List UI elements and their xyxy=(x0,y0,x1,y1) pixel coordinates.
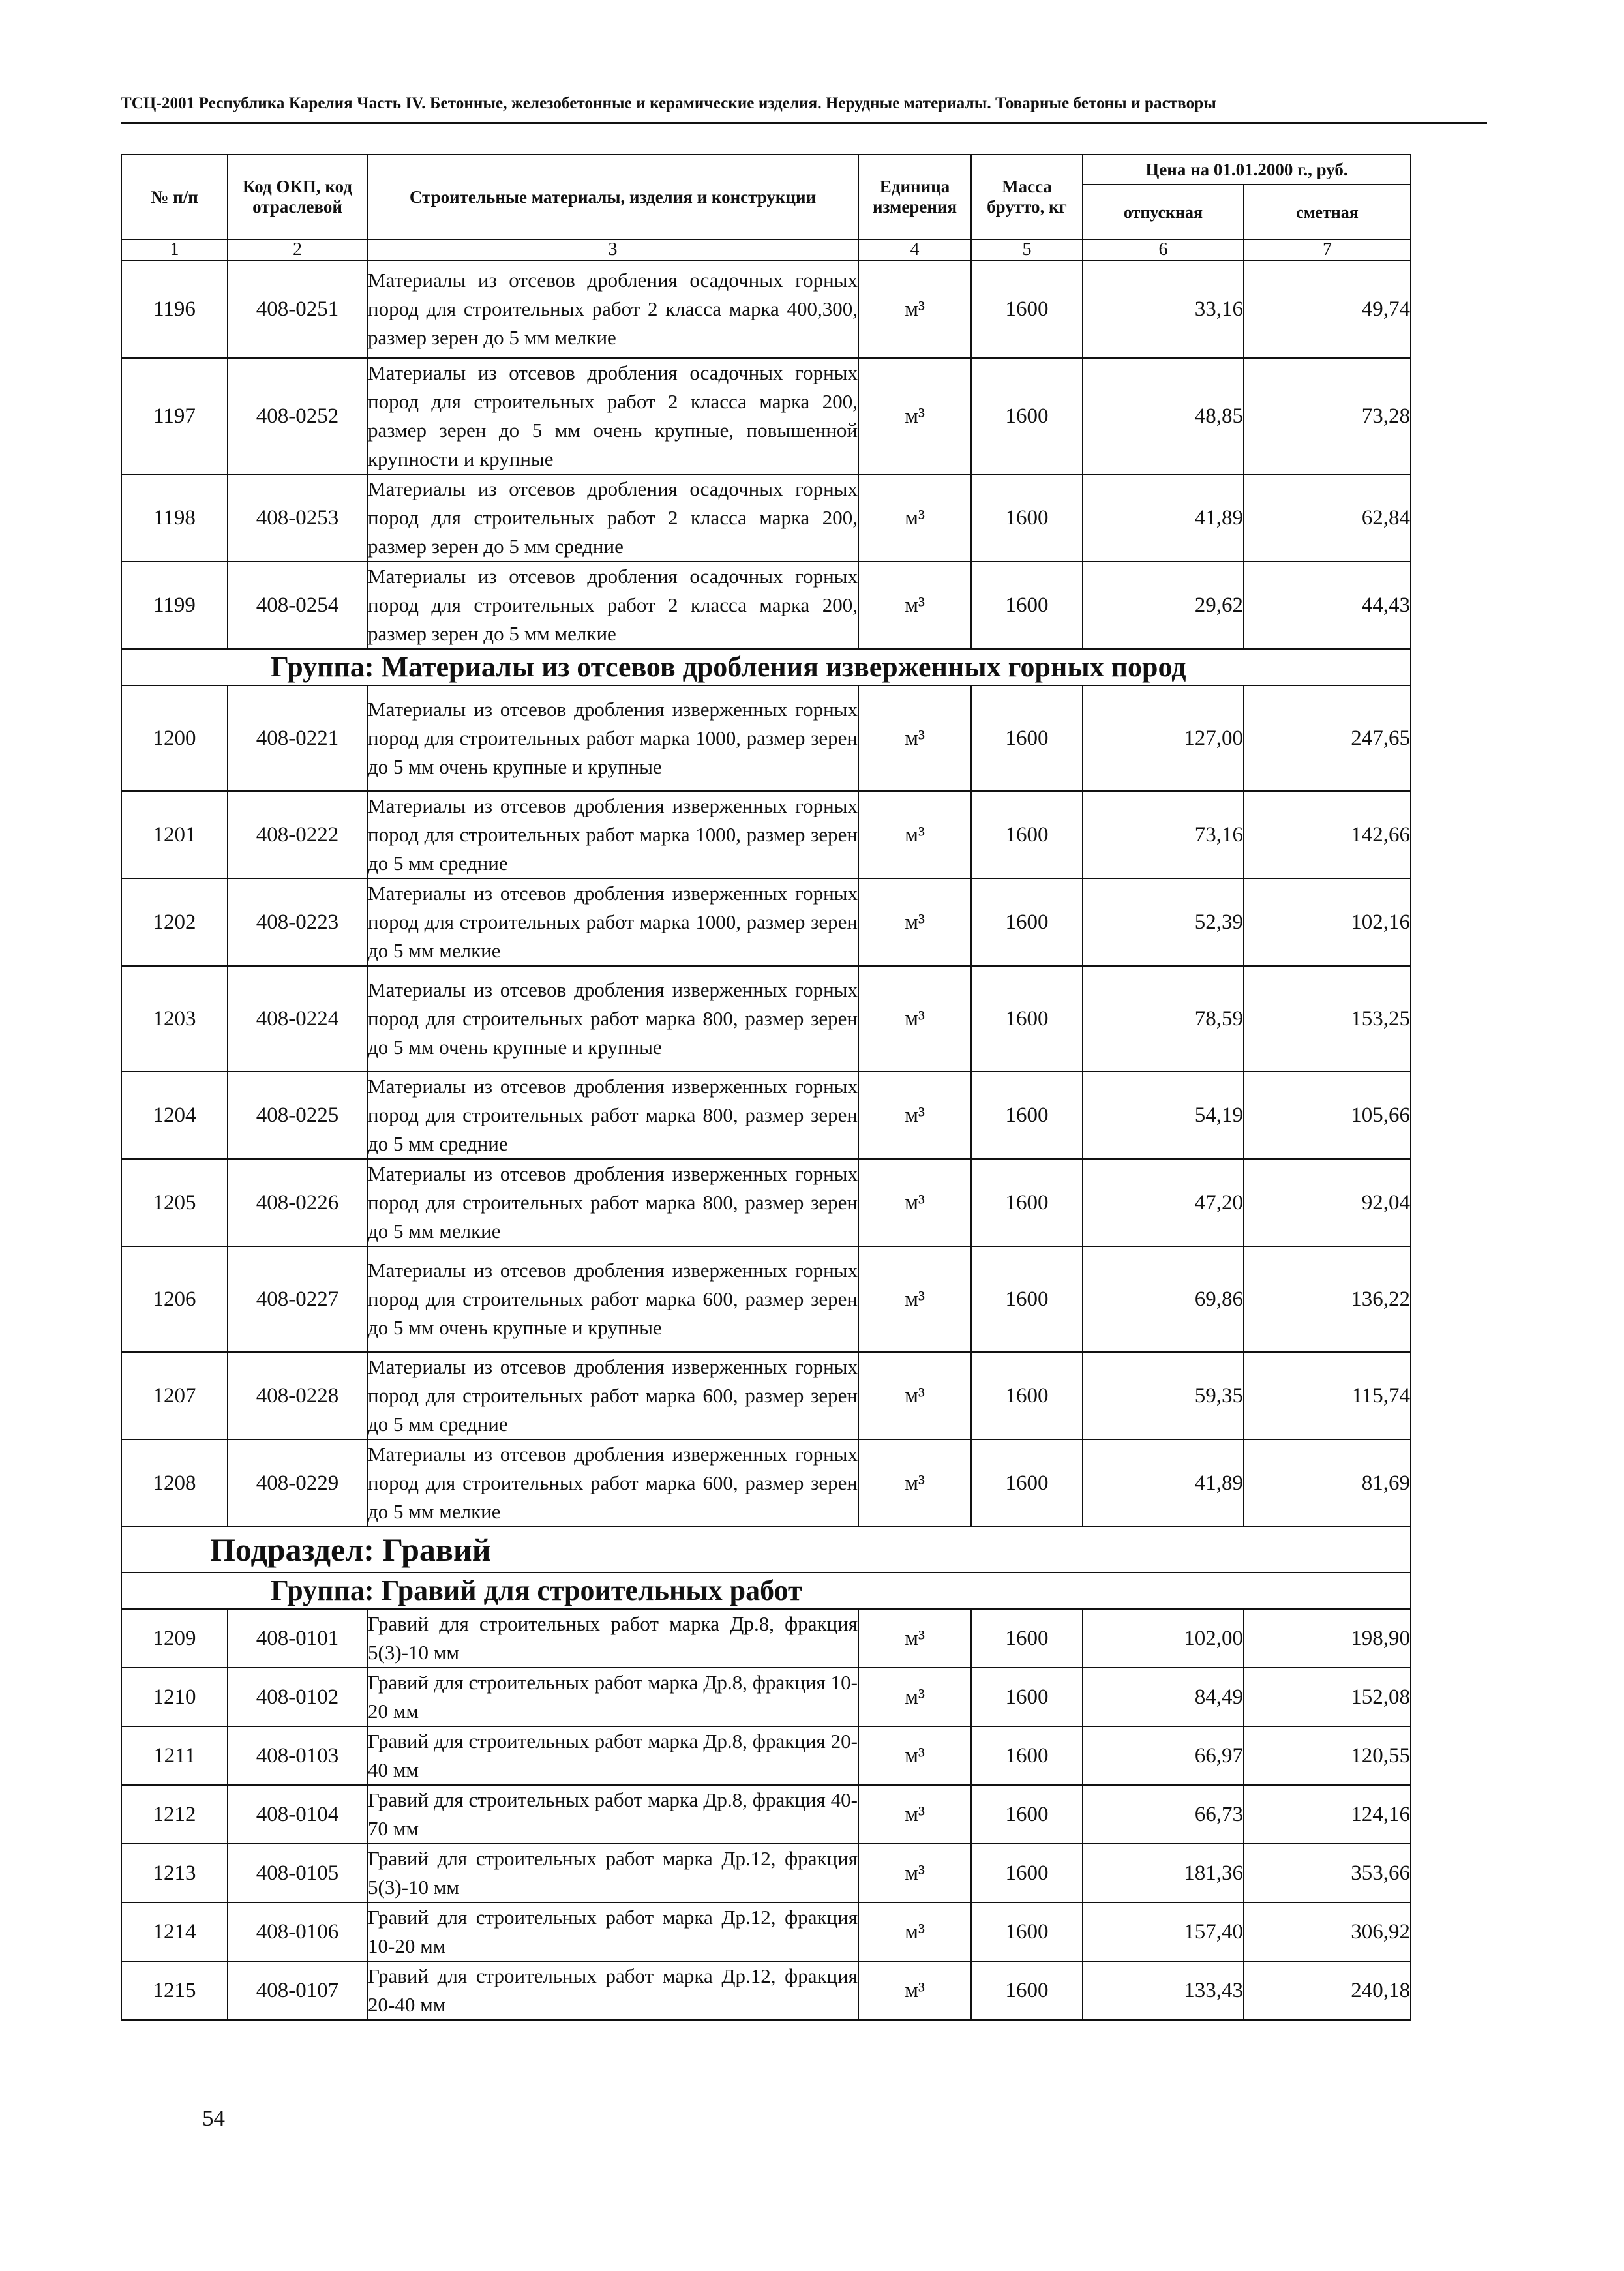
estimate-price-cell: 62,84 xyxy=(1244,474,1411,562)
release-price-cell: 41,89 xyxy=(1083,1439,1244,1527)
row-number-cell: 1201 xyxy=(121,791,228,879)
code-cell: 408-0222 xyxy=(228,791,367,879)
estimate-price-cell: 306,92 xyxy=(1244,1903,1411,1961)
release-price-cell: 54,19 xyxy=(1083,1072,1244,1159)
estimate-price-cell: 198,90 xyxy=(1244,1609,1411,1668)
table-row xyxy=(121,1961,1411,2020)
material-name-cell: Гравий для строительных работ марка Др.8, фракция 5(3)-10 мм xyxy=(367,1609,858,1668)
material-name-cell: Материалы из отсевов дробления изверженных горных пород для строительных работ марка 800, размер зерен до 5 мм средние xyxy=(367,1072,858,1159)
table-row xyxy=(121,474,1411,562)
release-price-cell: 59,35 xyxy=(1083,1352,1244,1439)
mass-cell: 1600 xyxy=(971,474,1083,562)
release-price-cell: 78,59 xyxy=(1083,966,1244,1072)
unit-cell: м³ xyxy=(858,260,971,358)
code-cell: 408-0102 xyxy=(228,1668,367,1726)
mass-cell: 1600 xyxy=(971,358,1083,474)
mass-cell: 1600 xyxy=(971,1726,1083,1785)
row-number-cell: 1209 xyxy=(121,1609,228,1668)
unit-cell: м³ xyxy=(858,1726,971,1785)
material-name-cell: Гравий для строительных работ марка Др.12, фракция 5(3)-10 мм xyxy=(367,1844,858,1903)
release-price-cell: 84,49 xyxy=(1083,1668,1244,1726)
group-row xyxy=(121,1572,1411,1609)
unit-cell: м³ xyxy=(858,1439,971,1527)
mass-cell: 1600 xyxy=(971,1609,1083,1668)
release-price-cell: 33,16 xyxy=(1083,260,1244,358)
col-header-mass: Масса брутто, кг xyxy=(971,155,1083,239)
unit-cell: м³ xyxy=(858,474,971,562)
estimate-price-cell: 49,74 xyxy=(1244,260,1411,358)
material-name-cell: Материалы из отсевов дробления осадочных горных пород для строительных работ 2 класса марка 200, размер зерен до 5 мм средние xyxy=(367,474,858,562)
estimate-price-cell: 124,16 xyxy=(1244,1785,1411,1844)
material-name-cell: Гравий для строительных работ марка Др.12, фракция 20-40 мм xyxy=(367,1961,858,2020)
mass-cell: 1600 xyxy=(971,1352,1083,1439)
table-row xyxy=(121,1903,1411,1961)
mass-cell: 1600 xyxy=(971,1844,1083,1903)
table-body xyxy=(121,260,1411,2020)
mass-cell: 1600 xyxy=(971,1785,1083,1844)
unit-cell: м³ xyxy=(858,1159,971,1246)
table-row xyxy=(121,1668,1411,1726)
table-row xyxy=(121,260,1411,358)
row-number-cell: 1212 xyxy=(121,1785,228,1844)
material-name-cell: Материалы из отсевов дробления изверженных горных пород для строительных работ марка 800, размер зерен до 5 мм мелкие xyxy=(367,1159,858,1246)
code-cell: 408-0223 xyxy=(228,879,367,966)
column-index-cell: 7 xyxy=(1244,239,1411,260)
release-price-cell: 127,00 xyxy=(1083,685,1244,791)
table-row xyxy=(121,1609,1411,1668)
column-index-cell: 3 xyxy=(367,239,858,260)
material-name-cell: Гравий для строительных работ марка Др.8, фракция 10-20 мм xyxy=(367,1668,858,1726)
material-name-cell: Материалы из отсевов дробления изверженных горных пород для строительных работ марка 1000, размер зерен до 5 мм средние xyxy=(367,791,858,879)
estimate-price-cell: 247,65 xyxy=(1244,685,1411,791)
material-name-cell: Материалы из отсевов дробления изверженных горных пород для строительных работ марка 800, размер зерен до 5 мм очень крупные и крупные xyxy=(367,966,858,1072)
group-title: Группа: Гравий для строительных работ xyxy=(121,1572,1411,1609)
row-number-cell: 1205 xyxy=(121,1159,228,1246)
row-number-cell: 1196 xyxy=(121,260,228,358)
page-number: 54 xyxy=(202,2105,225,2131)
row-number-cell: 1199 xyxy=(121,562,228,649)
row-number-cell: 1203 xyxy=(121,966,228,1072)
unit-cell: м³ xyxy=(858,1668,971,1726)
table-row xyxy=(121,1785,1411,1844)
release-price-cell: 69,86 xyxy=(1083,1246,1244,1352)
unit-cell: м³ xyxy=(858,1961,971,2020)
estimate-price-cell: 115,74 xyxy=(1244,1352,1411,1439)
code-cell: 408-0103 xyxy=(228,1726,367,1785)
mass-cell: 1600 xyxy=(971,791,1083,879)
estimate-price-cell: 92,04 xyxy=(1244,1159,1411,1246)
row-number-cell: 1211 xyxy=(121,1726,228,1785)
code-cell: 408-0107 xyxy=(228,1961,367,2020)
materials-table xyxy=(121,154,1411,2021)
table-row xyxy=(121,966,1411,1072)
unit-cell: м³ xyxy=(858,1072,971,1159)
row-number-cell: 1204 xyxy=(121,1072,228,1159)
code-cell: 408-0254 xyxy=(228,562,367,649)
release-price-cell: 66,97 xyxy=(1083,1726,1244,1785)
mass-cell: 1600 xyxy=(971,1072,1083,1159)
mass-cell: 1600 xyxy=(971,562,1083,649)
row-number-cell: 1215 xyxy=(121,1961,228,2020)
material-name-cell: Материалы из отсевов дробления изверженных горных пород для строительных работ марка 1000, размер зерен до 5 мм мелкие xyxy=(367,879,858,966)
unit-cell: м³ xyxy=(858,966,971,1072)
row-number-cell: 1202 xyxy=(121,879,228,966)
code-cell: 408-0105 xyxy=(228,1844,367,1903)
material-name-cell: Материалы из отсевов дробления изверженных горных пород для строительных работ марка 1000, размер зерен до 5 мм очень крупные и крупные xyxy=(367,685,858,791)
row-number-cell: 1206 xyxy=(121,1246,228,1352)
code-cell: 408-0229 xyxy=(228,1439,367,1527)
release-price-cell: 157,40 xyxy=(1083,1903,1244,1961)
table-row xyxy=(121,1072,1411,1159)
estimate-price-cell: 105,66 xyxy=(1244,1072,1411,1159)
group-title: Группа: Материалы из отсевов дробления изверженных горных пород xyxy=(121,649,1411,685)
column-index-cell: 1 xyxy=(121,239,228,260)
mass-cell: 1600 xyxy=(971,685,1083,791)
col-header-name: Строительные материалы, изделия и конструкции xyxy=(367,155,858,239)
mass-cell: 1600 xyxy=(971,1439,1083,1527)
unit-cell: м³ xyxy=(858,791,971,879)
release-price-cell: 181,36 xyxy=(1083,1844,1244,1903)
table-row xyxy=(121,1439,1411,1527)
code-cell: 408-0253 xyxy=(228,474,367,562)
code-cell: 408-0252 xyxy=(228,358,367,474)
release-price-cell: 66,73 xyxy=(1083,1785,1244,1844)
unit-cell: м³ xyxy=(858,1246,971,1352)
mass-cell: 1600 xyxy=(971,1159,1083,1246)
page-header: ТСЦ-2001 Республика Карелия Часть IV. Бетонные, железобетонные и керамические изделия. Нерудные материалы. Товарные бетоны и растворы xyxy=(121,95,1216,112)
estimate-price-cell: 73,28 xyxy=(1244,358,1411,474)
material-name-cell: Гравий для строительных работ марка Др.8, фракция 40-70 мм xyxy=(367,1785,858,1844)
estimate-price-cell: 102,16 xyxy=(1244,879,1411,966)
estimate-price-cell: 44,43 xyxy=(1244,562,1411,649)
table-row xyxy=(121,1159,1411,1246)
row-number-cell: 1214 xyxy=(121,1903,228,1961)
row-number-cell: 1210 xyxy=(121,1668,228,1726)
material-name-cell: Материалы из отсевов дробления изверженных горных пород для строительных работ марка 600, размер зерен до 5 мм мелкие xyxy=(367,1439,858,1527)
col-header-price: Цена на 01.01.2000 г., руб. xyxy=(1083,155,1411,185)
material-name-cell: Материалы из отсевов дробления осадочных горных пород для строительных работ 2 класса марка 200, размер зерен до 5 мм мелкие xyxy=(367,562,858,649)
header-rule xyxy=(121,122,1487,124)
mass-cell: 1600 xyxy=(971,1903,1083,1961)
subsection-title: Подраздел: Гравий xyxy=(121,1527,1411,1572)
column-index-row xyxy=(121,239,1411,260)
col-header-estimate: сметная xyxy=(1244,185,1411,239)
code-cell: 408-0224 xyxy=(228,966,367,1072)
unit-cell: м³ xyxy=(858,1609,971,1668)
code-cell: 408-0228 xyxy=(228,1352,367,1439)
estimate-price-cell: 152,08 xyxy=(1244,1668,1411,1726)
table-row xyxy=(121,1726,1411,1785)
code-cell: 408-0226 xyxy=(228,1159,367,1246)
code-cell: 408-0106 xyxy=(228,1903,367,1961)
code-cell: 408-0221 xyxy=(228,685,367,791)
estimate-price-cell: 353,66 xyxy=(1244,1844,1411,1903)
unit-cell: м³ xyxy=(858,562,971,649)
code-cell: 408-0225 xyxy=(228,1072,367,1159)
material-name-cell: Материалы из отсевов дробления изверженных горных пород для строительных работ марка 600, размер зерен до 5 мм средние xyxy=(367,1352,858,1439)
group-row xyxy=(121,649,1411,685)
release-price-cell: 73,16 xyxy=(1083,791,1244,879)
mass-cell: 1600 xyxy=(971,879,1083,966)
table-row xyxy=(121,358,1411,474)
table-row xyxy=(121,1352,1411,1439)
estimate-price-cell: 142,66 xyxy=(1244,791,1411,879)
mass-cell: 1600 xyxy=(971,966,1083,1072)
row-number-cell: 1213 xyxy=(121,1844,228,1903)
mass-cell: 1600 xyxy=(971,1668,1083,1726)
table-row xyxy=(121,562,1411,649)
estimate-price-cell: 240,18 xyxy=(1244,1961,1411,2020)
code-cell: 408-0104 xyxy=(228,1785,367,1844)
column-index-cell: 5 xyxy=(971,239,1083,260)
mass-cell: 1600 xyxy=(971,1961,1083,2020)
unit-cell: м³ xyxy=(858,685,971,791)
material-name-cell: Гравий для строительных работ марка Др.12, фракция 10-20 мм xyxy=(367,1903,858,1961)
estimate-price-cell: 120,55 xyxy=(1244,1726,1411,1785)
mass-cell: 1600 xyxy=(971,1246,1083,1352)
release-price-cell: 52,39 xyxy=(1083,879,1244,966)
unit-cell: м³ xyxy=(858,1785,971,1844)
release-price-cell: 47,20 xyxy=(1083,1159,1244,1246)
material-name-cell: Гравий для строительных работ марка Др.8, фракция 20-40 мм xyxy=(367,1726,858,1785)
table-row xyxy=(121,1246,1411,1352)
release-price-cell: 102,00 xyxy=(1083,1609,1244,1668)
code-cell: 408-0227 xyxy=(228,1246,367,1352)
release-price-cell: 29,62 xyxy=(1083,562,1244,649)
estimate-price-cell: 136,22 xyxy=(1244,1246,1411,1352)
code-cell: 408-0101 xyxy=(228,1609,367,1668)
unit-cell: м³ xyxy=(858,1903,971,1961)
release-price-cell: 41,89 xyxy=(1083,474,1244,562)
column-index-cell: 2 xyxy=(228,239,367,260)
table-row xyxy=(121,685,1411,791)
col-header-unit: Единица измерения xyxy=(858,155,971,239)
release-price-cell: 133,43 xyxy=(1083,1961,1244,2020)
mass-cell: 1600 xyxy=(971,260,1083,358)
code-cell: 408-0251 xyxy=(228,260,367,358)
column-index-cell: 4 xyxy=(858,239,971,260)
column-index-cell: 6 xyxy=(1083,239,1244,260)
table-row xyxy=(121,1844,1411,1903)
row-number-cell: 1198 xyxy=(121,474,228,562)
unit-cell: м³ xyxy=(858,358,971,474)
col-header-num: № п/п xyxy=(121,155,228,239)
release-price-cell: 48,85 xyxy=(1083,358,1244,474)
material-name-cell: Материалы из отсевов дробления изверженных горных пород для строительных работ марка 600, размер зерен до 5 мм очень крупные и крупные xyxy=(367,1246,858,1352)
estimate-price-cell: 81,69 xyxy=(1244,1439,1411,1527)
unit-cell: м³ xyxy=(858,1844,971,1903)
row-number-cell: 1197 xyxy=(121,358,228,474)
col-header-release: отпускная xyxy=(1083,185,1244,239)
unit-cell: м³ xyxy=(858,879,971,966)
estimate-price-cell: 153,25 xyxy=(1244,966,1411,1072)
row-number-cell: 1200 xyxy=(121,685,228,791)
material-name-cell: Материалы из отсевов дробления осадочных горных пород для строительных работ 2 класса марка 200, размер зерен до 5 мм очень крупные, повышенной крупности и крупные xyxy=(367,358,858,474)
row-number-cell: 1208 xyxy=(121,1439,228,1527)
col-header-code: Код ОКП, код отраслевой xyxy=(228,155,367,239)
table-row xyxy=(121,879,1411,966)
row-number-cell: 1207 xyxy=(121,1352,228,1439)
unit-cell: м³ xyxy=(858,1352,971,1439)
subsection-row xyxy=(121,1527,1411,1572)
table-row xyxy=(121,791,1411,879)
material-name-cell: Материалы из отсевов дробления осадочных горных пород для строительных работ 2 класса марка 400,300, размер зерен до 5 мм мелкие xyxy=(367,260,858,358)
